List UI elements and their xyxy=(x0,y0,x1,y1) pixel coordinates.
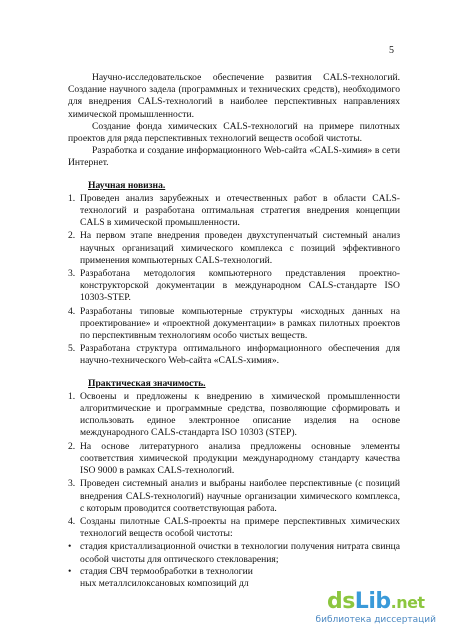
item-number: 2. xyxy=(68,440,76,452)
bullet-text: ных металлсилоксановых композиций дл xyxy=(80,577,249,589)
item-text: Проведен системный анализ и выбраны наиболее перспективные (с позиций внедрения CALS-технологий) научные организации химического комплекса, с которым проводится соответствующая работа. xyxy=(80,478,400,514)
list-item xyxy=(68,268,400,305)
logo-net: .net xyxy=(390,593,425,612)
practical-heading: Практическая значимость. xyxy=(88,377,206,389)
list-item xyxy=(68,343,400,367)
item-number: 2. xyxy=(68,230,76,242)
item-text: Проведен анализ зарубежных и отечественных работ в области CALS-технологий и разработана оптимальная стратегия внедрения концепции CALS в химической промышленности. xyxy=(80,192,400,229)
bullet-marker: • xyxy=(68,565,72,577)
item-number: 4. xyxy=(68,515,76,527)
item-text: Освоены и предложены к внедрению в химической промышленности алгоритмические и программные средства, позволяющие сформировать и использовать единое электронное описание изделия на основе международного CALS-стандарта ISO 10303 (STEP). xyxy=(80,390,400,439)
list-item xyxy=(68,478,400,515)
watermark xyxy=(316,590,436,626)
intro-paragraph: Научно-исследовательское обеспечение развития CALS-технологий. Создание научного задела (программных и технических средств), необходимого для внедрения CALS-технологий в наиболее перспективных направлениях химической промышленности. xyxy=(68,72,400,120)
item-number: 1. xyxy=(68,390,76,402)
list-item xyxy=(68,391,400,440)
novelty-list xyxy=(68,193,400,368)
item-number: 3. xyxy=(68,268,76,280)
list-item xyxy=(68,441,400,478)
list-item xyxy=(68,230,400,267)
page-number: 5 xyxy=(389,45,394,56)
logo-ds: ds xyxy=(326,589,355,614)
item-text: Разработана методология компьютерного представления проектно-конструкторской документации в международном CALS-стандарте ISO 10303-STEP. xyxy=(80,268,400,304)
bullet-text: стадия кристаллизационной очистки в технологии получения нитрата свинца особой чистоты для оптического стекловарения; xyxy=(80,541,400,565)
bullet-item xyxy=(68,566,400,578)
list-item xyxy=(68,193,400,230)
item-text: На первом этапе внедрения проведен двухступенчатый системный анализ научных организаций химического комплекса с позиций эффективного применения компьютерных CALS-технологий. xyxy=(80,230,400,266)
document-body xyxy=(68,72,400,590)
item-number: 1. xyxy=(68,192,76,204)
intro-paragraph: Создание фонда химических CALS-технологий на примере пилотных проектов для ряда перспективных технологий веществ особой чистоты. xyxy=(68,120,400,145)
list-item xyxy=(68,516,400,540)
item-number: 5. xyxy=(68,343,76,355)
logo-lib: Lib xyxy=(354,589,391,614)
list-item xyxy=(68,306,400,343)
watermark-caption: библиотека диссертаций xyxy=(315,615,436,625)
practical-list xyxy=(68,391,400,540)
pilot-projects-list xyxy=(68,541,400,590)
novelty-heading: Научная новизна. xyxy=(88,179,166,191)
bullet-text: стадия СВЧ термообработки в технологии xyxy=(80,565,253,577)
bullet-marker: • xyxy=(68,541,72,553)
item-number: 3. xyxy=(68,478,76,490)
watermark-logo xyxy=(316,590,436,615)
item-text: Созданы пилотные CALS-проекты на примере перспективных химических технологий веществ особой чистоты: xyxy=(80,515,400,540)
item-text: На основе литературного анализа предложены основные элементы соответствия химической продукции международному стандарту качества ISO 9000 в рамках CALS-технологий. xyxy=(80,440,400,477)
bullet-item xyxy=(68,541,400,565)
item-text: Разработана структура оптимального информационного обеспечения для научно-технического Web-сайта «CALS-химия». xyxy=(80,343,400,367)
intro-paragraph: Разработка и создание информационного Web-сайта «CALS-химия» в сети Интернет. xyxy=(68,145,400,169)
item-text: Разработаны типовые компьютерные структуры «исходных данных на проектирование» и «проектной документации» в рамках пилотных проектов по перспективным технологиям особо чистых веществ. xyxy=(80,305,400,342)
item-number: 4. xyxy=(68,305,76,317)
